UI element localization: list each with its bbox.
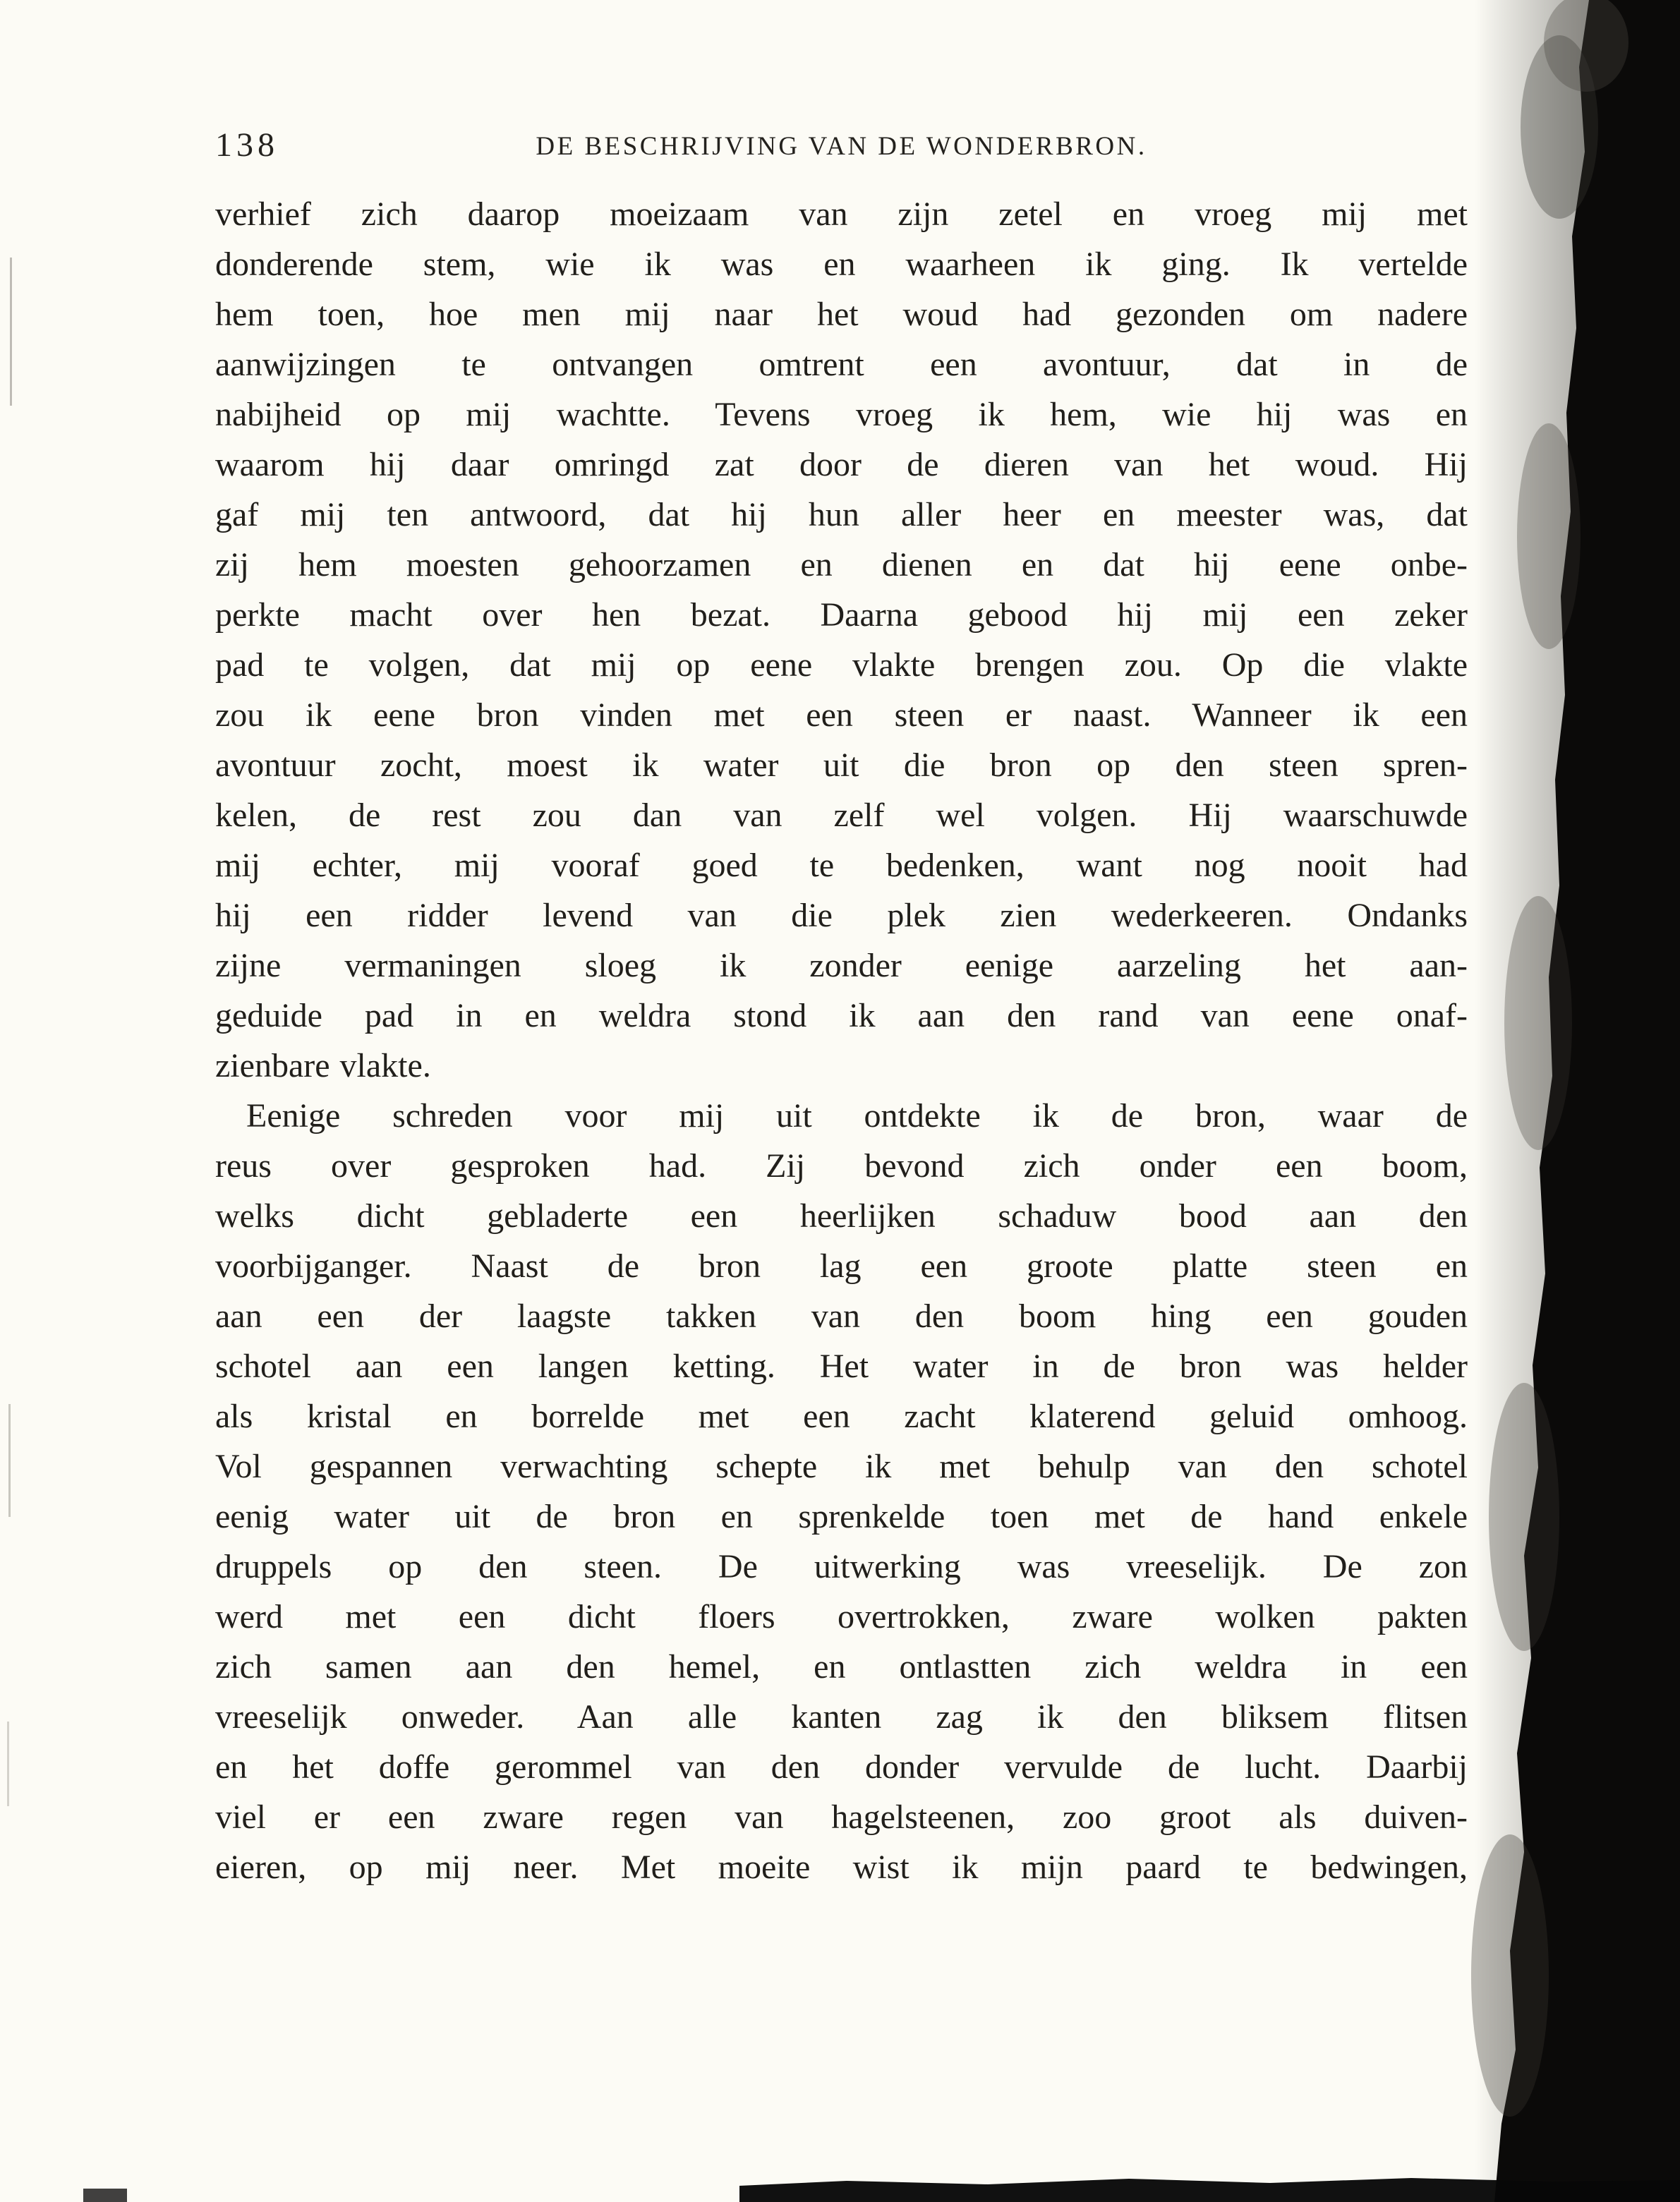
text-line: perkte macht over hen bezat. Daarna gebood hij mij een zeker [215,596,1468,634]
text-line: werd met een dicht floers overtrokken, zware wolken pakten [215,1598,1468,1635]
text-line: als kristal en borrelde met een zacht klaterend geluid omhoog. [215,1398,1468,1435]
text-line: reus over gesproken had. Zij bevond zich onder een boom, [215,1147,1468,1185]
page-header [215,126,1468,175]
bottom-black-strip [739,2178,1680,2202]
text-line: voorbijganger. Naast de bron lag een groote platte steen en [215,1247,1468,1285]
edge-smudge [1504,896,1572,1150]
running-title: DE BESCHRIJVING VAN DE WONDERBRON. [536,132,1147,161]
text-line: eenig water uit de bron en sprenkelde toen met de hand enkele [215,1498,1468,1535]
text-line: Vol gespannen verwachting schepte ik met behulp van den schotel [215,1448,1468,1485]
text-line: gaf mij ten antwoord, dat hij hun aller heer en meester was, dat [215,496,1468,533]
text-line: zich samen aan den hemel, en ontlastten zich weldra in een [215,1648,1468,1686]
right-edge-shadow-soft [1475,0,1680,2202]
text-line: kelen, de rest zou dan van zelf wel volgen. Hij waarschuwde [215,797,1468,834]
left-margin-mark [7,1722,9,1806]
text-line: nabijheid op mij wachtte. Tevens vroeg ik hem, wie hij was en [215,396,1468,433]
edge-smudge [1471,1834,1549,2117]
page-number: 138 [215,126,279,164]
text-line: aanwijzingen te ontvangen omtrent een avontuur, dat in de [215,346,1468,383]
text-line: avontuur zocht, moest ik water uit die bron op den steen spren- [215,746,1468,784]
text-line: welks dicht gebladerte een heerlijken schaduw bood aan den [215,1197,1468,1235]
edge-smudge [1517,423,1581,649]
edge-smudge [1521,35,1598,219]
text-line: hem toen, hoe men mij naar het woud had gezonden om nadere [215,296,1468,333]
text-line: druppels op den steen. De uitwerking was vreeselijk. De zon [215,1548,1468,1585]
text-line: mij echter, mij vooraf goed te bedenken, want nog nooit had [215,847,1468,884]
text-line: aan een der laagste takken van den boom hing een gouden [215,1297,1468,1335]
text-line: geduide pad in en weldra stond ik aan den rand van eene onaf- [215,997,1468,1034]
text-line: hij een ridder levend van die plek zien wederkeeren. Ondanks [215,897,1468,934]
text-line: zij hem moesten gehoorzamen en dienen en dat hij eene onbe- [215,546,1468,583]
text-block [215,189,1468,1892]
text-line: en het doffe gerommel van den donder vervulde de lucht. Daarbij [215,1748,1468,1786]
text-line: zienbare vlakte. [215,1047,431,1084]
paragraph [215,1091,1468,1892]
text-line: schotel aan een langen ketting. Het water in de bron was helder [215,1348,1468,1385]
text-line: zijne vermaningen sloeg ik zonder eenige aarzeling het aan- [215,947,1468,984]
text-line: zou ik eene bron vinden met een steen er naast. Wanneer ik een [215,696,1468,734]
left-margin-mark [8,1404,11,1517]
text-line: verhief zich daarop moeizaam van zijn zetel en vroeg mij met [215,195,1468,233]
text-line: pad te volgen, dat mij op eene vlakte brengen zou. Op die vlakte [215,646,1468,684]
edge-smudge [1489,1383,1559,1651]
text-line: Eenige schreden voor mij uit ontdekte ik de bron, waar de [246,1097,1468,1135]
text-line: waarom hij daar omringd zat door de dieren van het woud. Hij [215,446,1468,483]
text-line: viel er een zware regen van hagelsteenen, zoo groot als duiven- [215,1798,1468,1836]
paragraph [215,189,1468,1091]
edge-smudge [1544,0,1628,92]
text-line: donderende stem, wie ik was en waarheen ik ging. Ik vertelde [215,246,1468,283]
right-edge-shadow [1494,0,1680,2202]
left-margin-mark [10,258,12,406]
text-line: eieren, op mij neer. Met moeite wist ik mijn paard te bedwingen, [215,1849,1468,1886]
bottom-left-mark [83,2189,127,2202]
text-line: vreeselijk onweder. Aan alle kanten zag ik den bliksem flitsen [215,1698,1468,1736]
